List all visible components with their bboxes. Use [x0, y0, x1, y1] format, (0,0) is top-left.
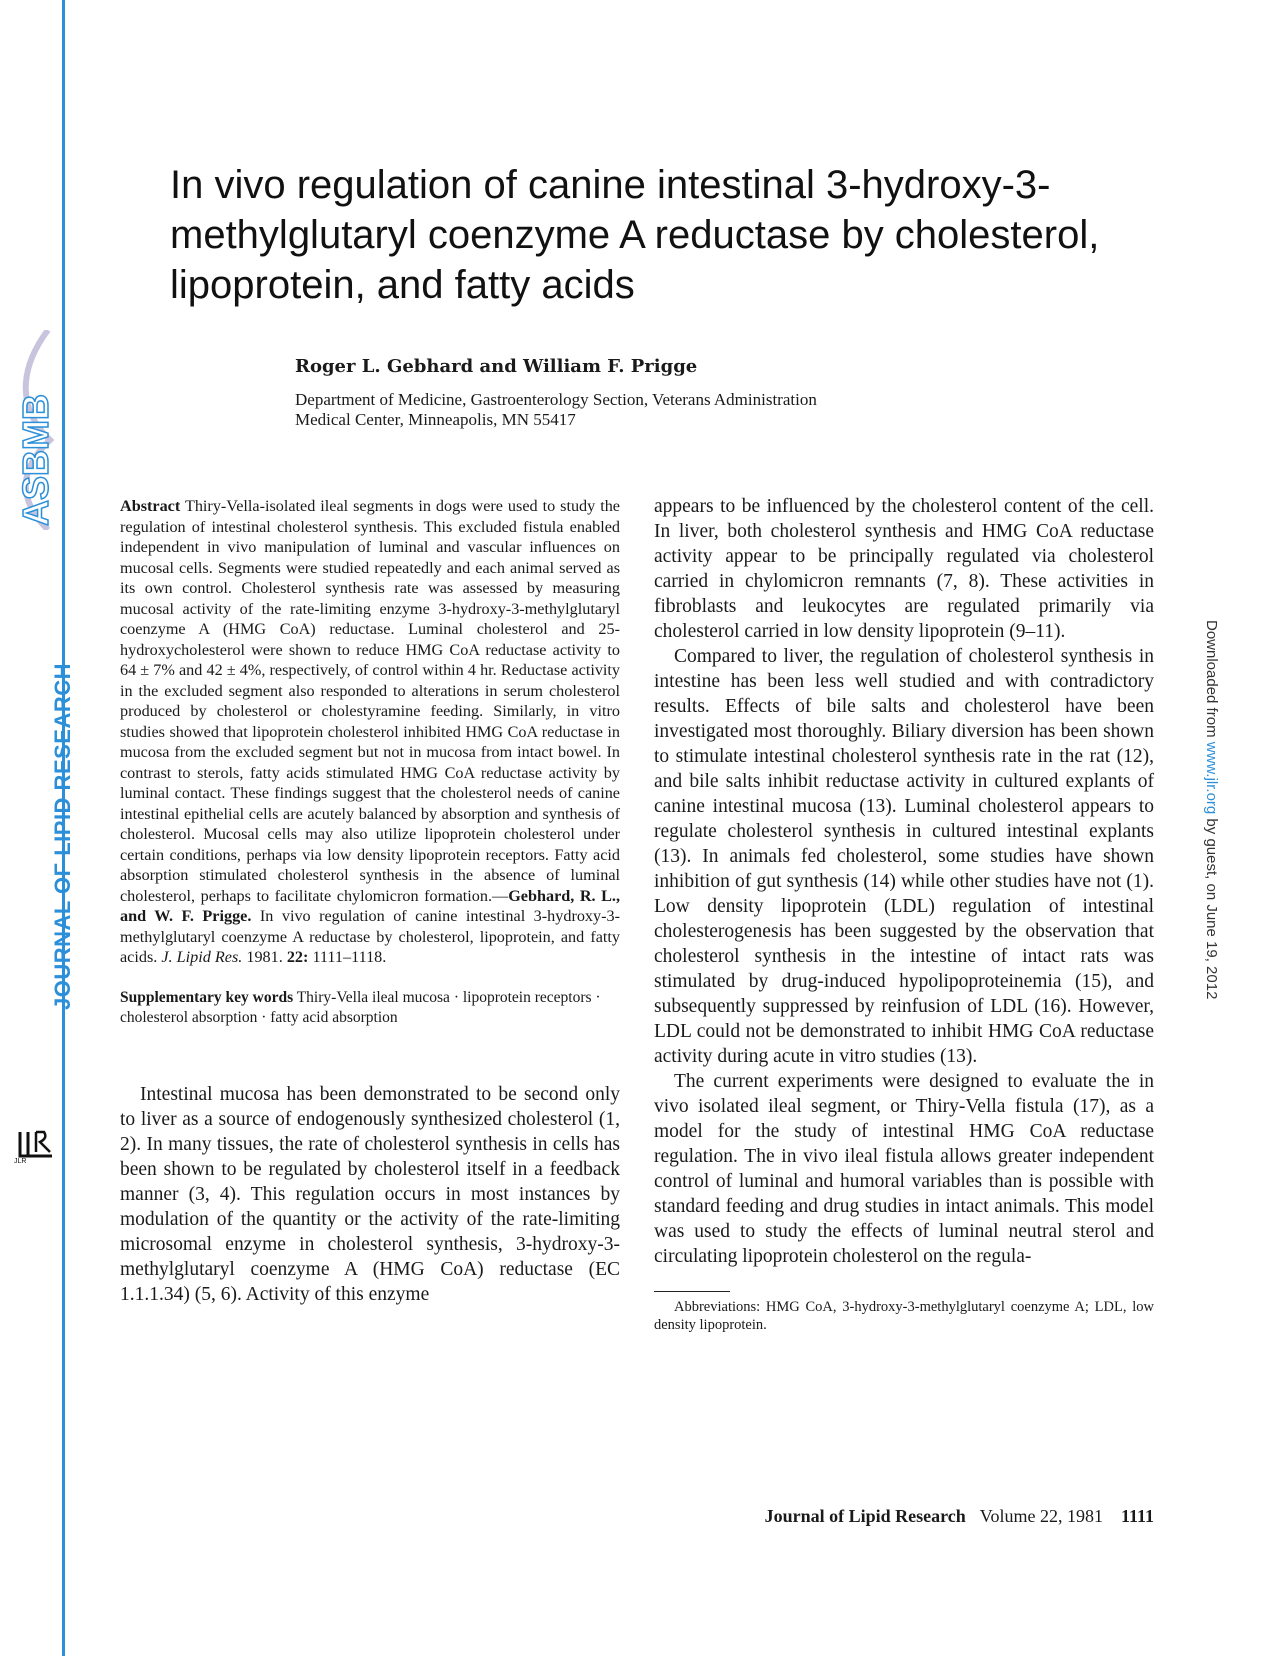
footer-page-number: 1111 — [1120, 1506, 1154, 1526]
jlr-site-link[interactable]: www.jlr.org — [1203, 741, 1220, 815]
article-title: In vivo regulation of canine intestinal 3-hydroxy-3-methylglutaryl coenzyme A reductase by cholesterol, lipoprotein, and fatty acids — [170, 163, 1100, 307]
footnote-abbreviations: Abbreviations: HMG CoA, 3-hydroxy-3-methylglutaryl coenzyme A; LDL, low density lipoprotein. — [654, 1299, 1154, 1333]
keywords-label: Supplementary key words — [120, 988, 294, 1006]
left-column — [120, 496, 620, 1307]
jlr-logo-icon — [10, 1128, 60, 1164]
intro-paragraph-3: Compared to liver, the regulation of cholesterol synthesis in intestine has been less well studied and with contradictory results. Effects of bile salts and cholesterol have been investigated most thoroughly. Biliary diversion has been shown to stimulate intestinal cholesterol synthesis rate in the rat (12), and bile salts inhibit reductase activity in cultured explants of canine intestinal mucosa (13). Luminal cholesterol appears to regulate cholesterol synthesis in cultured intestinal explants (13). In animals fed cholesterol, some studies have shown inhibition of gut synthesis (14) while other studies have not (1). Low density lipoprotein (LDL) regulation of intestinal cholesterogenesis has been suggested by the observation that cholesterol synthesis in the intestine of intact rats was stimulated by drug-induced hypolipoproteinemia (15), and subsequently suppressed by reinfusion of LDL (16). However, LDL could not be demonstrated to inhibit HMG CoA reductase activity during acute in vitro studies (13). — [654, 646, 1154, 1067]
page-footer — [692, 1506, 1154, 1527]
left-sidebar-strip — [0, 0, 75, 1656]
abstract-label: Abstract — [120, 497, 181, 515]
download-prefix: Downloaded from — [1203, 620, 1220, 742]
intro-paragraph-4: The current experiments were designed to evaluate the in vivo isolated ileal segment, or Thiry-Vella fistula (17), as a model for the study of intestinal HMG CoA reductase regulation. The in vivo ileal fistula allows greater independent control of luminal and humoral variables than is possible with standard feeding and drug studies in intact animals. This model was used to study the effects of luminal neutral sterol and circulating lipoprotein cholesterol on the regula- — [654, 1071, 1154, 1267]
footnote-divider — [654, 1291, 730, 1292]
keywords-text: Thiry-Vella ileal mucosa · lipoprotein receptors · cholesterol absorption · fatty acid absorption — [120, 988, 601, 1026]
download-suffix: by guest, on June 19, 2012 — [1203, 814, 1220, 1000]
authors: Roger L. Gebhard and William F. Prigge — [295, 356, 698, 377]
journal-name-vertical: JOURNAL OF LIPID RESEARCH — [50, 662, 75, 1010]
download-notice — [1203, 620, 1220, 999]
footer-journal: Journal of Lipid Research — [764, 1506, 966, 1526]
citation-pages: 1111–1118. — [308, 948, 387, 966]
affiliation — [295, 390, 995, 430]
jlr-logo-letters: JLR — [14, 1158, 27, 1164]
affiliation-line-2: Medical Center, Minneapolis, MN 55417 — [295, 410, 576, 429]
abstract-text: Thiry-Vella-isolated ileal segments in dogs were used to study the regulation of intestinal cholesterol synthesis. This excluded fistula enabled independent in vivo manipulation of luminal and vascular influences on mucosal cells. Segments were studied repeatedly and each animal served as its own control. Cholesterol synthesis rate was assessed by measuring mucosal activity of the rate-limiting enzyme 3-hydroxy-3-methylglutaryl coenzyme A (HMG CoA) reductase. Luminal cholesterol and 25-hydroxycholesterol were shown to reduce HMG CoA reductase activity to 64 ± 7% and 42 ± 4%, respectively, of control within 4 hr. Reductase activity in the excluded segment also responded to alterations in serum cholesterol produced by cholesterol or cholestyramine feeding. Similarly, in vitro studies showed that lipoprotein cholesterol inhibited HMG CoA reductase in mucosa from the excluded segment but not in mucosa from intact bowel. In contrast to sterols, fatty acids stimulated HMG CoA reductase activity by luminal contact. These findings suggest that the cholesterol needs of canine intestinal epithelial cells are acutely balanced by absorption and synthesis of cholesterol. Mucosal cells may also utilize lipoprotein cholesterol under certain conditions, perhaps via low density lipoprotein receptors. Fatty acid absorption stimulated cholesterol synthesis in the absence of luminal cholesterol, perhaps to facilitate chylomicron formation.— — [120, 497, 620, 905]
right-column — [654, 494, 1154, 1334]
citation-journal: J. Lipid Res. — [161, 948, 243, 966]
citation-year: 1981. — [242, 948, 287, 966]
intro-paragraph-2: appears to be influenced by the cholesterol content of the cell. In liver, both cholesterol synthesis and HMG CoA reductase activity appear to be principally regulated via cholesterol carried in chylomicron remnants (7, 8). These activities in fibroblasts and leukocytes are regulated primarily via cholesterol carried in low density lipoprotein (9–11). — [654, 496, 1154, 642]
intro-paragraph-1: Intestinal mucosa has been demonstrated to be second only to liver as a source of endogenously synthesized cholesterol (1, 2). In many tissues, the rate of cholesterol synthesis in cells has been shown to be regulated by cholesterol itself in a feedback manner (3, 4). This regulation occurs in most instances by modulation of the quantity or the activity of the rate-limiting microsomal enzyme in cholesterol synthesis, 3-hydroxy-3-methylglutaryl coenzyme A (HMG CoA) reductase (EC 1.1.1.34) (5, 6). Activity of this enzyme — [120, 1083, 620, 1305]
abstract — [120, 496, 620, 968]
affiliation-line-1: Department of Medicine, Gastroenterology Section, Veterans Administration — [295, 390, 817, 409]
keywords — [120, 988, 620, 1028]
footer-volume: Volume 22, 1981 — [979, 1506, 1103, 1526]
asbmb-logo-text: ASBMB — [15, 394, 56, 526]
citation-volume: 22: — [286, 948, 309, 966]
citation-authors: Gebhard, R. L., and W. F. Prigge. — [120, 886, 620, 925]
asbmb-logo — [8, 330, 60, 530]
citation-title: In vivo regulation of canine intestinal 3-hydroxy-3-methylglutaryl coenzyme A reductase by cholesterol, lipoprotein, and fatty acids. — [120, 907, 620, 966]
